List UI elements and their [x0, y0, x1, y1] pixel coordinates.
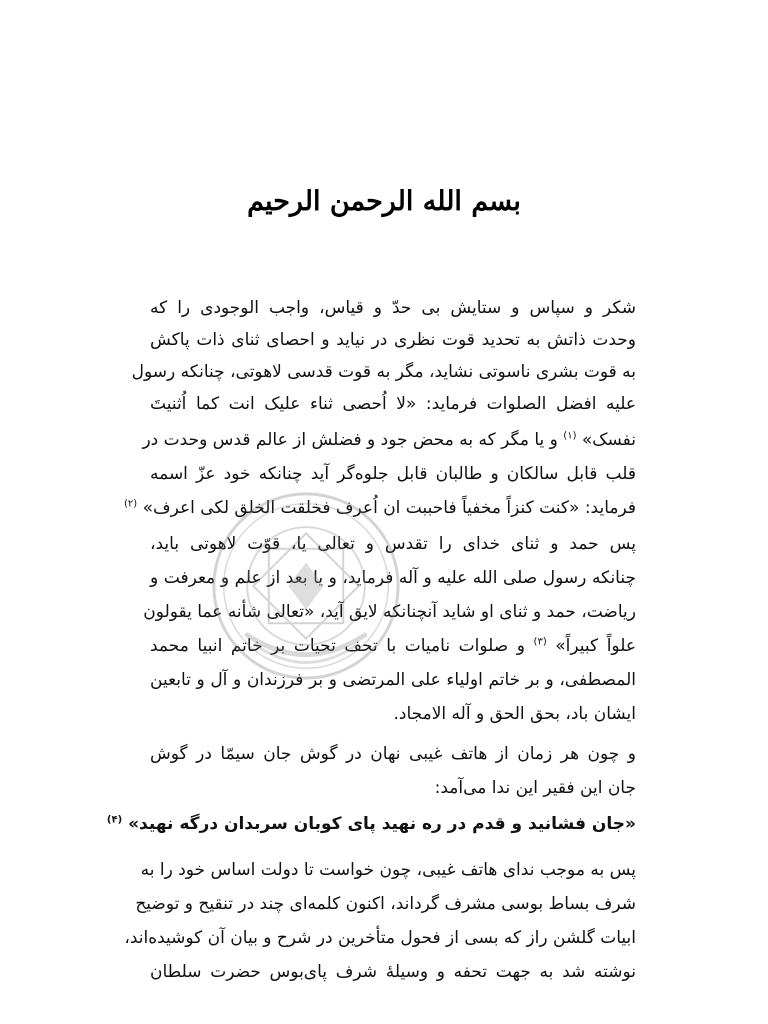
text-line: وحدت ذاتش به تحدید قوت نظری در نیاید و احصای ثنای ذات پاکش — [150, 330, 636, 350]
footnote-marker: (۴) — [106, 814, 123, 826]
text-line: پس به موجب ندای هاتف غیبی، چون خواست تا دولت اساس خود را به — [140, 860, 636, 880]
footnote-marker: (۱) — [563, 430, 577, 442]
text-line: ابیات گلشن راز که بسی از فحول متأخرین در شرح و بیان آن کوشیده‌اند، — [124, 928, 636, 948]
text-line: چنانکه رسول صلی الله علیه و آله فرماید، و یا بعد از علم و معرفت و — [150, 568, 636, 588]
text-line-with-footnote — [124, 496, 636, 522]
line-part: و یا مگر که به محض جود و فضلش از عالم قدس وحدت در — [142, 430, 558, 450]
text-line: و چون هر زمان از هاتف غیبی نهان در گوش جان سیمّا در گوش — [150, 744, 636, 764]
text-line: ریاضت، حمد و ثنای او شاید آنچنانکه لایق آید، «تعالی شأنه عما یقولون — [143, 602, 636, 622]
text-line-with-footnote — [150, 634, 636, 660]
line-part: نفسک» — [581, 430, 636, 450]
text-line: پس حمد و ثنای خدای را تقدس و تعالی یا، قوّت لاهوتی باید، — [150, 534, 636, 554]
text-line: شکر و سپاس و ستایش بی حدّ و قیاس، واجب الوجودی را که — [150, 298, 636, 318]
text-line: به قوت بشری ناسوتی نشاید، مگر به قوت قدسی لاهوتی، چنانکه رسول — [131, 362, 636, 382]
line-part: علواً کبیراً» — [555, 636, 636, 656]
text-line: شرف بساط بوسی مشرف گرداند، اکنون کلمه‌ای چند در تنقیح و توضیح — [135, 894, 636, 914]
line-part: و صلوات نامیات با تحف تحیات بر خاتم انبیا محمد — [150, 636, 525, 656]
verse-line — [106, 812, 636, 838]
footnote-marker: (۳) — [533, 636, 547, 648]
text-line: علیه افضل الصلوات فرماید: «لا اُحصی ثناء علیک انت کما اُثنیتَ — [150, 394, 636, 414]
page-heading: بسم الله الرحمن الرحیم — [247, 186, 521, 217]
verse-text: «جان فشانید و قدم در ره نهید پای کوبان سربدان درگه نهید» — [128, 814, 636, 834]
text-line: جان این فقیر این ندا می‌آمد: — [434, 778, 636, 798]
text-line: المصطفی، و بر خاتم اولیاء علی المرتضی و بر فرزندان و آل و تابعین — [150, 670, 636, 690]
footnote-marker: (۲) — [124, 498, 138, 510]
text-line-with-footnote — [142, 428, 636, 454]
text-line: نوشته شد به جهت تحفه و وسیلهٔ شرف پای‌بوس حضرت سلطان — [150, 962, 636, 982]
line-part: فرماید: «کنت کنزاً مخفیاً فاحببت ان اُعرف فخلقت الخلق لکی اعرف» — [142, 498, 636, 518]
text-line: ایشان باد، بحق الحق و آله الامجاد. — [393, 704, 636, 724]
text-line: قلب قابل سالکان و طالبان قابل جلوه‌گر آید چنانکه خود عزّ اسمه — [150, 464, 636, 484]
